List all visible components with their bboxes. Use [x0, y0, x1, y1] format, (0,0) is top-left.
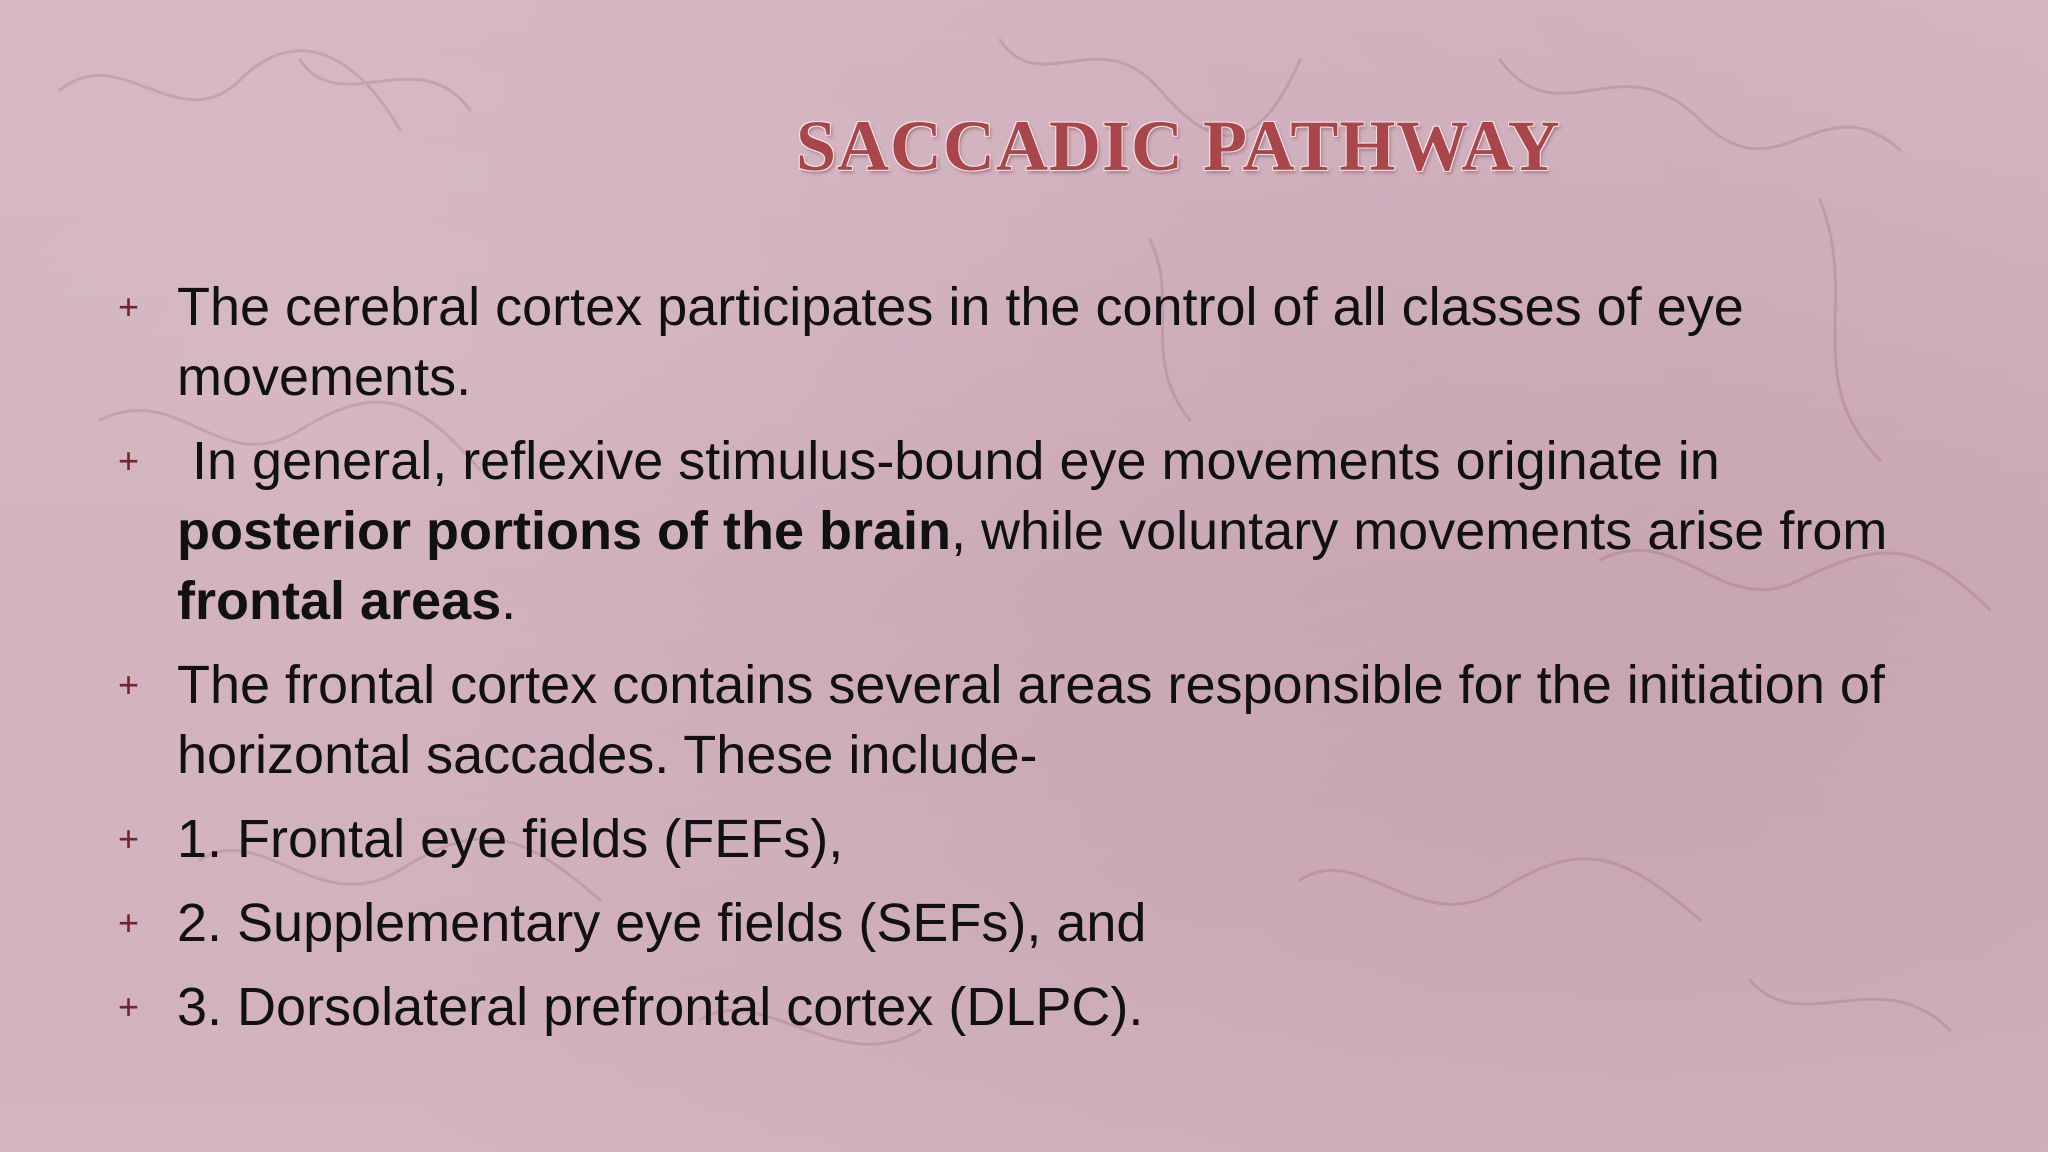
bullet-item — [118, 650, 1898, 790]
bullet-text: The frontal cortex contains several areas responsible for the initiation of horizontal saccades. These include- — [177, 655, 1885, 785]
bullet-item — [118, 972, 1898, 1042]
plus-bullet-icon: + — [118, 986, 140, 1027]
bullet-text: In general, reflexive stimulus-bound eye movements originate in — [177, 431, 1735, 491]
plus-bullet-icon: + — [118, 818, 140, 859]
bullet-text: , while voluntary movements arise from — [951, 501, 1903, 561]
bullet-text: 1. Frontal eye fields (FEFs), — [177, 809, 844, 869]
bullet-text: The cerebral cortex participates in the control of all classes of eye movements. — [177, 277, 1744, 407]
slide-title: SACCADIC PATHWAY — [796, 106, 1561, 186]
bullet-text: . — [501, 571, 517, 631]
bullet-item — [118, 804, 1898, 874]
bullet-bold-text: posterior portions of the brain — [177, 501, 952, 561]
plus-bullet-icon: + — [118, 902, 140, 943]
plus-bullet-icon: + — [118, 664, 140, 705]
plus-bullet-icon: + — [118, 440, 140, 481]
bullet-text: 3. Dorsolateral prefrontal cortex (DLPC). — [177, 977, 1144, 1037]
bullet-item — [118, 272, 1898, 412]
bullet-item — [118, 426, 1903, 636]
bullet-list — [118, 272, 1903, 1056]
bullet-text: 2. Supplementary eye fields (SEFs), and — [177, 893, 1147, 953]
bullet-bold-text: frontal areas — [177, 571, 502, 631]
bullet-item — [118, 888, 1898, 958]
plus-bullet-icon: + — [118, 286, 140, 327]
